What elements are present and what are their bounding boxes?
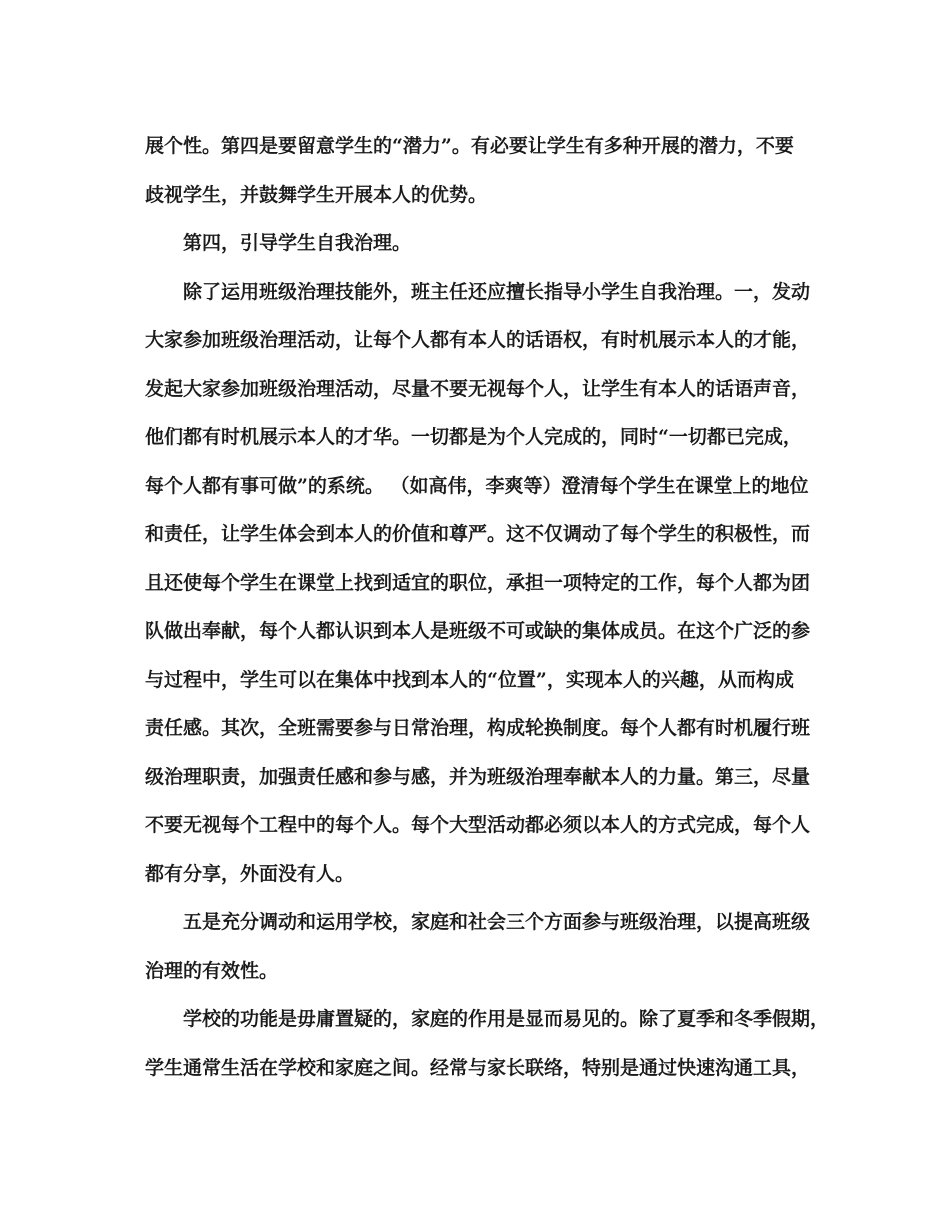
text-line: 学生通常生活在学校和家庭之间。经常与家长联络，特别是通过快速沟通工具，: [145, 1056, 811, 1079]
text-line: 不要无视每个工程中的每个人。每个大型活动都必须以本人的方式完成，每个人: [145, 814, 811, 836]
text-line: 每个人都有事可做”的系统。 （如高伟，李爽等）澄清每个学生在课堂上的地位: [145, 474, 809, 497]
document-body: [145, 122, 830, 1092]
text-line: 责任感。其次，全班需要参与日常治理，构成轮换制度。每个人都有时机履行班: [145, 717, 811, 739]
text-line: 和责任，让学生体会到本人的价值和尊严。这不仅调动了每个学生的积极性，而: [145, 523, 811, 545]
text-line: 他们都有时机展示本人的才华。一切都是为个人完成的，同时“一切都已完成，: [145, 426, 802, 448]
text-line: 第四，引导学生自我治理。: [183, 232, 412, 254]
text-line: 级治理职责，加强责任感和参与感，并为班级治理奉献本人的力量。第三，尽量: [145, 765, 811, 788]
text-line: 都有分享，外面没有人。: [145, 862, 355, 885]
text-line: 且还使每个学生在课堂上找到适宜的职位，承担一项特定的工作，每个人都为团: [145, 571, 811, 594]
paragraph: [145, 995, 830, 1092]
text-line: 发起大家参加班级治理活动，尽量不要无视每个人，让学生有本人的话语声音，: [145, 377, 811, 400]
text-line: 五是充分调动和运用学校，家庭和社会三个方面参与班级治理，以提高班级: [183, 911, 811, 933]
text-line: 大家参加班级治理活动，让每个人都有本人的话语权，有时机展示本人的才能，: [145, 329, 811, 351]
text-line: 歧视学生，并鼓舞学生开展本人的优势。: [145, 183, 488, 206]
text-line: 学校的功能是毋庸置疑的，家庭的作用是显而易见的。除了夏季和冬季假期，: [183, 1008, 830, 1030]
paragraph: [145, 122, 805, 219]
paragraph: [145, 268, 811, 899]
text-line: 除了运用班级治理技能外，班主任还应擅长指导小学生自我治理。一，发动: [183, 280, 811, 303]
text-line: 治理的有效性。: [145, 959, 279, 982]
text-line: 展个性。第四是要留意学生的“潜力”。有必要让学生有多种开展的潜力，不要: [145, 135, 794, 157]
paragraph: [145, 898, 811, 995]
text-line: 与过程中，学生可以在集体中找到本人的“位置”，实现本人的兴趣，从而构成: [145, 668, 794, 691]
section-heading-paragraph: [145, 219, 805, 268]
text-line: 队做出奉献，每个人都认识到本人是班级不可或缺的集体成员。在这个广泛的参: [145, 620, 811, 642]
